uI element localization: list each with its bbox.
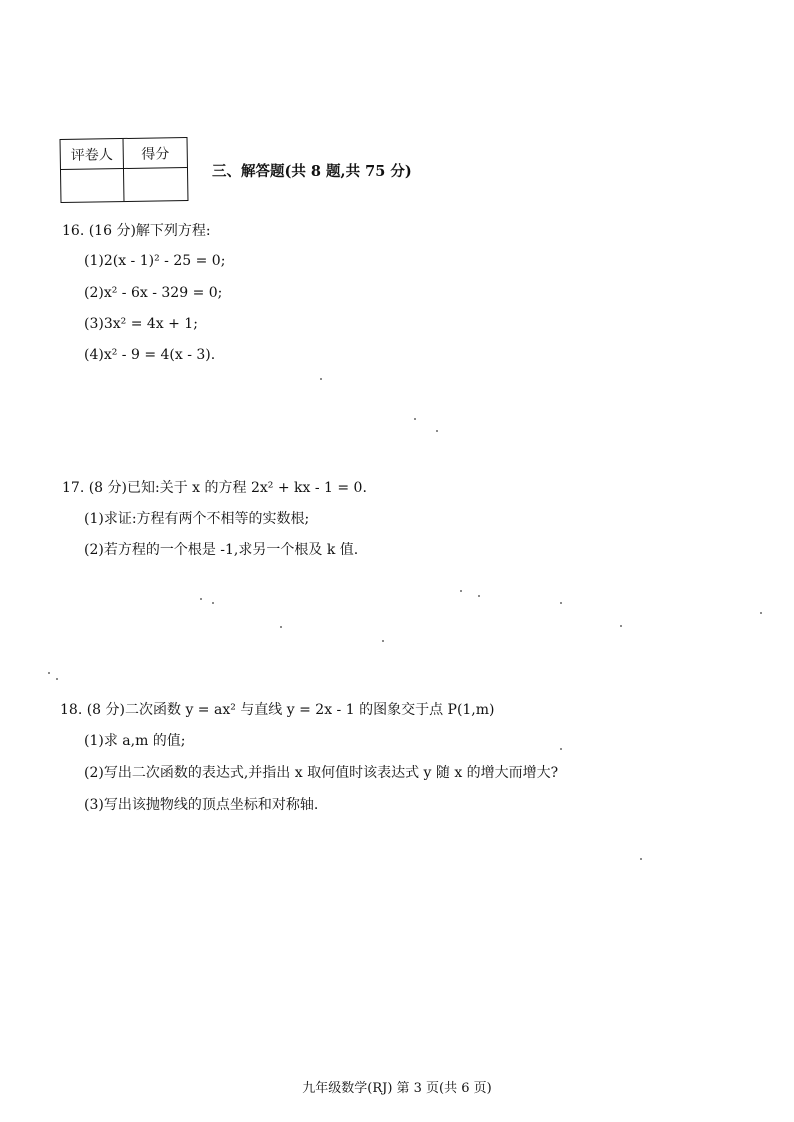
question-17-stem: 17. (8 分)已知:关于 x 的方程 2x² + kx - 1 = 0. <box>62 480 367 496</box>
score-table <box>60 137 189 203</box>
question-18-part-1: (1)求 a,m 的值; <box>84 733 186 749</box>
question-16-part-4: (4)x² - 9 = 4(x - 3). <box>84 347 216 363</box>
question-16-part-3: (3)3x² = 4x + 1; <box>84 316 198 332</box>
question-18-part-3: (3)写出该抛物线的顶点坐标和对称轴. <box>84 797 319 813</box>
question-16-stem: 16. (16 分)解下列方程: <box>62 223 211 239</box>
question-17-part-1: (1)求证:方程有两个不相等的实数根; <box>84 511 310 527</box>
page-footer: 九年级数学(RJ) 第 3 页(共 6 页) <box>302 1081 492 1096</box>
question-16-part-2: (2)x² - 6x - 329 = 0; <box>84 285 223 301</box>
score-table-header-score: 得分 <box>124 138 187 169</box>
question-18-part-2: (2)写出二次函数的表达式,并指出 x 取何值时该表达式 y 随 x 的增大而增大? <box>84 765 559 781</box>
section-title: 三、解答题(共 8 题,共 75 分) <box>212 163 412 180</box>
question-17-part-2: (2)若方程的一个根是 -1,求另一个根及 k 值. <box>84 542 359 558</box>
score-table-score-cell <box>124 168 187 201</box>
question-16-part-1: (1)2(x - 1)² - 25 = 0; <box>84 253 226 269</box>
score-table-grader-cell <box>61 169 124 202</box>
question-18-stem: 18. (8 分)二次函数 y = ax² 与直线 y = 2x - 1 的图象交于点 P(1,m) <box>60 702 495 718</box>
score-table-header-grader: 评卷人 <box>61 139 124 170</box>
